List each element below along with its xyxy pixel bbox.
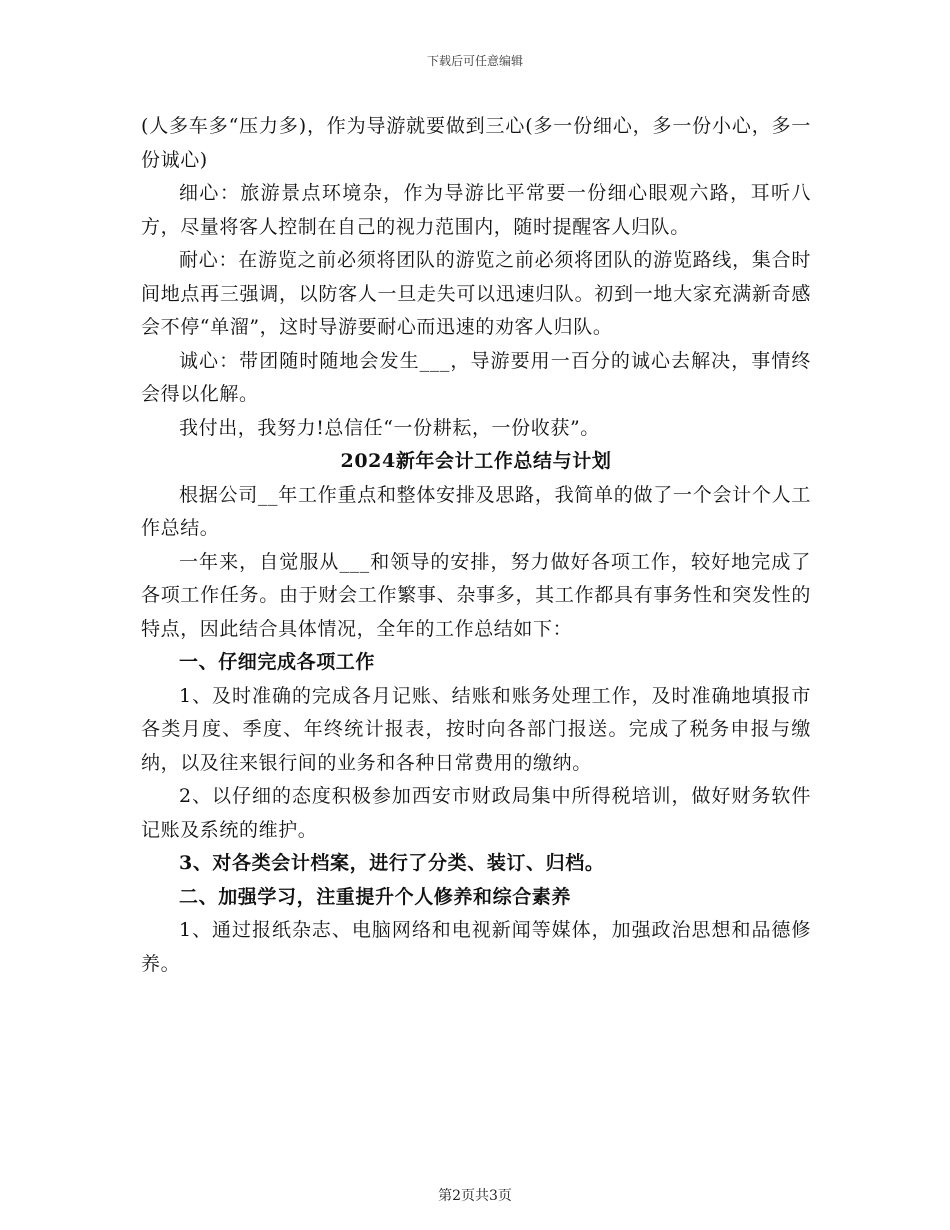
paragraph-careful: 细心：旅游景点环境杂，作为导游比平常要一份细心眼观六路，耳听八方，尽量将客人控制在自己的视力范围内，随时提醒客人归队。 [141, 182, 811, 238]
paragraph-intro: 根据公司__年工作重点和整体安排及思路，我简单的做了一个会计个人工作总结。 [141, 483, 811, 539]
page-footer: 第2页共3页 [438, 1188, 512, 1204]
section-title: 2024新年会计工作总结与计划 [340, 450, 612, 472]
paragraph-overview: 一年来，自觉服从___和领导的安排，努力做好各项工作，较好地完成了各项工作任务。由于财会工作繁事、杂事多，其工作都具有事务性和突发性的特点，因此结合具体情况，全年的工作总结如下： [141, 550, 811, 640]
paragraph-sincere: 诚心：带团随时随地会发生___，导游要用一百分的诚心去解决，事情终会得以化解。 [141, 349, 811, 405]
document-body [141, 110, 811, 981]
paragraph-patient: 耐心：在游览之前必须将团队的游览之前必须将团队的游览路线，集合时间地点再三强调，以防客人一旦走失可以迅速归队。初到一地大家充满新奇感会不停“单溜”，这时导游要耐心而迅速的劝客人归队。 [141, 249, 811, 338]
heading-part-two: 二、加强学习，注重提升个人修养和综合素养 [179, 885, 572, 908]
paragraph-closing-motto: 我付出，我努力!总信任“一份耕耘，一份收获”。 [179, 416, 600, 439]
paragraph-item-1: 1、及时准确的完成各月记账、结账和账务处理工作，及时准确地填报市各类月度、季度、年终统计报表，按时向各部门报送。完成了税务申报与缴纳，以及往来银行间的业务和各种日常费用的缴纳。 [141, 684, 811, 774]
paragraph-study-1: 1、通过报纸杂志、电脑网络和电视新闻等媒体，加强政治思想和品德修养。 [141, 919, 811, 975]
paragraph-item-2: 2、以仔细的态度积极参加西安市财政局集中所得税培训，做好财务软件记账及系统的维护。 [141, 785, 811, 841]
page-header: 下载后可任意编辑 [426, 54, 523, 68]
paragraph-crowd-pressure: (人多车多“压力多)，作为导游就要做到三心(多一份细心，多一份小心，多一份诚心) [141, 115, 811, 171]
heading-part-one: 一、仔细完成各项工作 [179, 651, 376, 673]
paragraph-item-3: 3、对各类会计档案，进行了分类、装订、归档。 [179, 852, 605, 874]
